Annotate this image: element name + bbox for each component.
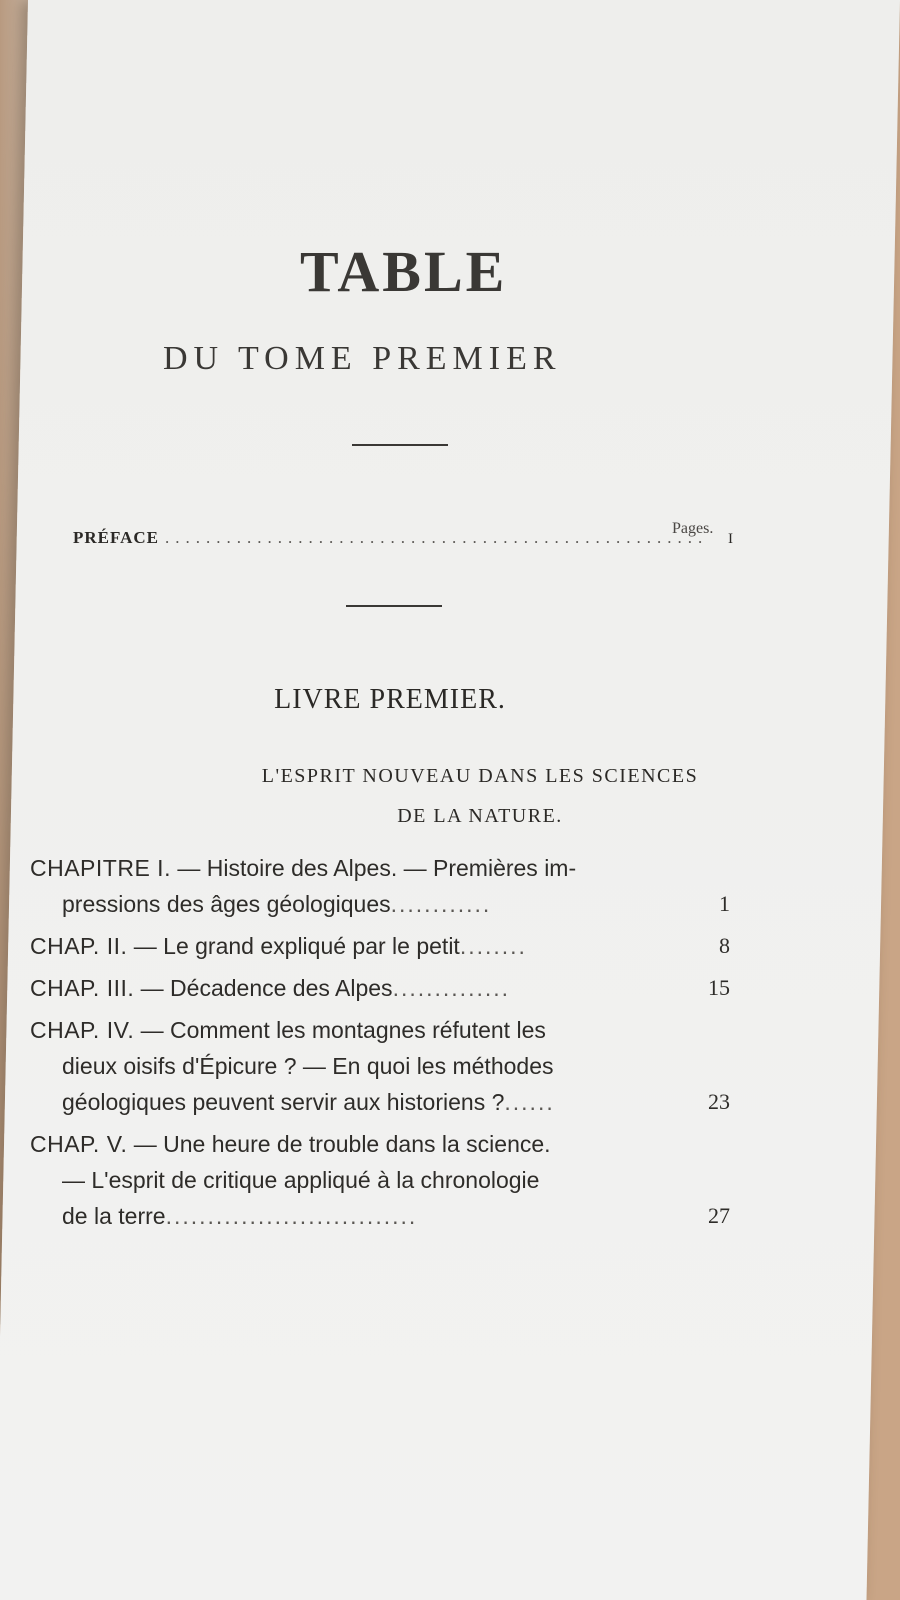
chapter-title-line: pressions des âges géologiques bbox=[62, 891, 391, 917]
table-of-contents bbox=[30, 850, 730, 1240]
leader-dots bbox=[165, 528, 707, 548]
chapter-page-number: 27 bbox=[708, 1203, 730, 1228]
chapter-page-number: 15 bbox=[708, 975, 730, 1000]
chapter-title-line: — L'esprit de critique appliqué à la chronologie bbox=[62, 1167, 540, 1193]
book-subtitle-line-1: L'ESPRIT NOUVEAU DANS LES SCIENCES bbox=[261, 765, 699, 787]
chapter-title-line: — Décadence des Alpes bbox=[134, 975, 393, 1001]
toc-entry-chapter-1[interactable] bbox=[30, 850, 730, 922]
toc-entry-chapter-5[interactable] bbox=[30, 1126, 730, 1234]
chapter-label: CHAP. IV. bbox=[30, 1017, 135, 1043]
divider-rule bbox=[346, 605, 442, 607]
chapter-title-line: de la terre bbox=[62, 1203, 166, 1229]
leader-dots: ........ bbox=[459, 933, 527, 959]
chapter-title-line: — Une heure de trouble dans la science. bbox=[127, 1131, 551, 1157]
chapter-title-line: géologiques peuvent servir aux historiens ? bbox=[62, 1089, 505, 1115]
chapter-title-line: — Histoire des Alpes. — Premières im- bbox=[170, 855, 577, 881]
chapter-label: CHAP. III. bbox=[30, 975, 135, 1001]
toc-entry-chapter-3[interactable] bbox=[30, 970, 730, 1006]
preface-page-number: I bbox=[728, 531, 733, 547]
pages-column-label: Pages. bbox=[672, 520, 714, 537]
chapter-title-line: — Comment les montagnes réfutent les bbox=[134, 1017, 546, 1043]
leader-dots: .............................. bbox=[165, 1203, 418, 1229]
leader-dots: ............ bbox=[390, 891, 492, 917]
page-title: TABLE bbox=[300, 239, 508, 304]
toc-entry-chapter-2[interactable] bbox=[30, 928, 730, 964]
leader-dots: .............. bbox=[392, 975, 511, 1001]
book-subtitle-line-2: DE LA NATURE. bbox=[397, 805, 563, 827]
page-subtitle: DU TOME PREMIER bbox=[163, 340, 562, 377]
chapter-label: CHAP. V. bbox=[30, 1131, 128, 1157]
leader-dots: ...... bbox=[504, 1089, 555, 1115]
divider-rule bbox=[352, 444, 448, 446]
toc-entry-chapter-4[interactable] bbox=[30, 1012, 730, 1120]
chapter-page-number: 23 bbox=[708, 1089, 730, 1114]
chapter-page-number: 1 bbox=[719, 891, 730, 916]
preface-label: PRÉFACE bbox=[73, 528, 160, 547]
chapter-title-line: dieux oisifs d'Épicure ? — En quoi les méthodes bbox=[62, 1053, 554, 1079]
chapter-label: CHAPITRE I. bbox=[30, 855, 171, 881]
chapter-label: CHAP. II. bbox=[30, 933, 128, 959]
book-title: LIVRE PREMIER. bbox=[274, 684, 506, 715]
toc-entry-preface[interactable] bbox=[73, 528, 733, 548]
chapter-title-line: — Le grand expliqué par le petit bbox=[127, 933, 460, 959]
book-subtitle bbox=[200, 756, 760, 836]
chapter-page-number: 8 bbox=[719, 933, 730, 958]
